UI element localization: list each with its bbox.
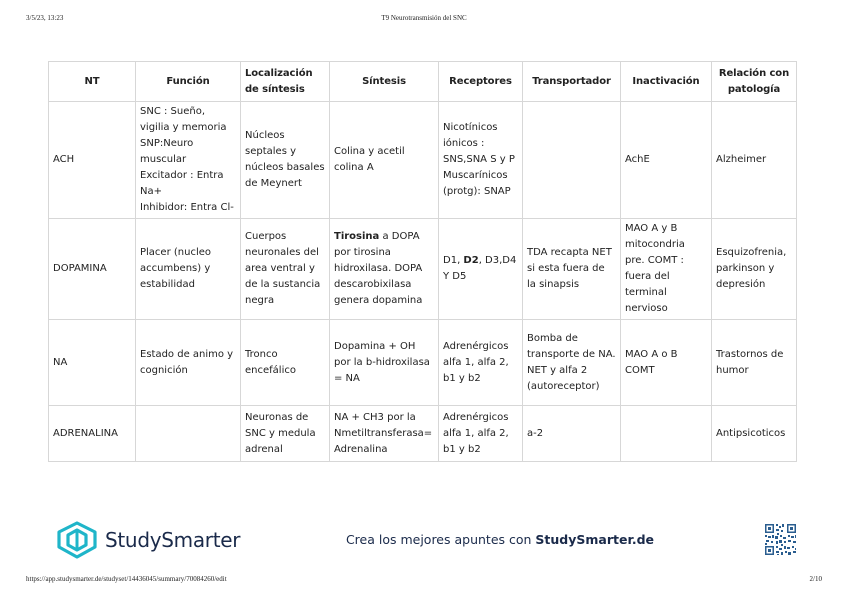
print-datetime: 3/5/23, 13:23: [26, 14, 64, 22]
cell-localizacion: Neuronas de SNC y medula adrenal: [241, 406, 330, 462]
qr-code-icon[interactable]: [764, 523, 797, 556]
table-row: [49, 406, 797, 462]
tagline-text: Crea los mejores apuntes con: [345, 532, 536, 547]
col-header-patologia: Relación con patología: [712, 62, 797, 102]
col-header-sintesis: Síntesis: [330, 62, 439, 102]
studysmarter-brand[interactable]: [55, 520, 240, 560]
cell-transportador: [523, 102, 621, 219]
receptores-part-bold: D2: [463, 255, 479, 266]
table-row: [49, 219, 797, 320]
sintesis-text: a DOPA por tirosina hidroxilasa. DOPA descarobixilasa genera dopamina: [334, 231, 423, 306]
cell-receptores: [439, 219, 523, 320]
sintesis-text: Colina y acetil colina A: [334, 146, 405, 173]
cell-inactivacion: MAO A y B mitocondria pre. COMT : fuera del terminal nervioso: [621, 219, 712, 320]
table-row: [49, 320, 797, 406]
cell-nt: NA: [49, 320, 136, 406]
cell-receptores: Adrenérgicos alfa 1, alfa 2, b1 y b2: [439, 320, 523, 406]
cell-localizacion: Tronco encefálico: [241, 320, 330, 406]
page-number: 2/10: [809, 575, 822, 583]
table-header-row: [49, 62, 797, 102]
brand-name: StudySmarter: [105, 528, 241, 552]
receptores-part: , D3,D4 Y D5: [443, 255, 517, 282]
cell-nt: DOPAMINA: [49, 219, 136, 320]
sintesis-text: Dopamina + OH por la b-hidroxilasa = NA: [334, 340, 430, 384]
cell-patologia: Esquizofrenia, parkinson y depresión: [712, 219, 797, 320]
neurotransmitter-table: [48, 61, 797, 462]
cell-funcion: Placer (nucleo accumbens) y estabilidad: [136, 219, 241, 320]
col-header-inactivacion: Inactivación: [621, 62, 712, 102]
sintesis-text: NA + CH3 por la Nmetiltransferasa= Adrenalina: [334, 411, 433, 455]
col-header-localizacion: Localización de síntesis: [241, 62, 330, 102]
col-header-transportador: Transportador: [523, 62, 621, 102]
col-header-nt: NT: [49, 62, 136, 102]
cell-funcion: Estado de animo y cognición: [136, 320, 241, 406]
tagline: [300, 532, 700, 547]
cell-localizacion: Cuerpos neuronales del area ventral y de la sustancia negra: [241, 219, 330, 320]
studysmarter-logo-icon: [55, 520, 99, 560]
table-row: [49, 102, 797, 219]
cell-receptores: Adrenérgicos alfa 1, alfa 2, b1 y b2: [439, 406, 523, 462]
cell-patologia: Alzheimer: [712, 102, 797, 219]
footer-url[interactable]: https://app.studysmarter.de/studyset/14436045/summary/70084260/edit: [26, 575, 227, 583]
cell-inactivacion: AchE: [621, 102, 712, 219]
cell-inactivacion: MAO A o B COMT: [621, 320, 712, 406]
sintesis-bold: Tirosina: [334, 231, 380, 242]
cell-transportador: a-2: [523, 406, 621, 462]
cell-sintesis: [330, 406, 439, 462]
cell-funcion: SNC : Sueño, vigilia y memoria SNP:Neuro muscular Excitador : Entra Na+ Inhibidor: Entra Cl-: [136, 102, 241, 219]
cell-transportador: TDA recapta NET si esta fuera de la sinapsis: [523, 219, 621, 320]
cell-patologia: Antipsicoticos: [712, 406, 797, 462]
col-header-funcion: Función: [136, 62, 241, 102]
receptores-part: D1,: [443, 255, 464, 266]
print-title: T9 Neurotransmisión del SNC: [381, 14, 467, 22]
cell-nt: ACH: [49, 102, 136, 219]
col-header-receptores: Receptores: [439, 62, 523, 102]
cell-transportador: Bomba de transporte de NA. NET y alfa 2 (autoreceptor): [523, 320, 621, 406]
cell-sintesis: [330, 102, 439, 219]
cell-receptores: Nicotínicos iónicos : SNS,SNA S y P Muscarínicos (protg): SNAP: [439, 102, 523, 219]
cell-nt: ADRENALINA: [49, 406, 136, 462]
cell-funcion: [136, 406, 241, 462]
cell-sintesis: [330, 320, 439, 406]
cell-patologia: Trastornos de humor: [712, 320, 797, 406]
cell-sintesis: [330, 219, 439, 320]
cell-inactivacion: [621, 406, 712, 462]
tagline-link[interactable]: StudySmarter.de: [535, 532, 655, 547]
cell-localizacion: Núcleos septales y núcleos basales de Meynert: [241, 102, 330, 219]
